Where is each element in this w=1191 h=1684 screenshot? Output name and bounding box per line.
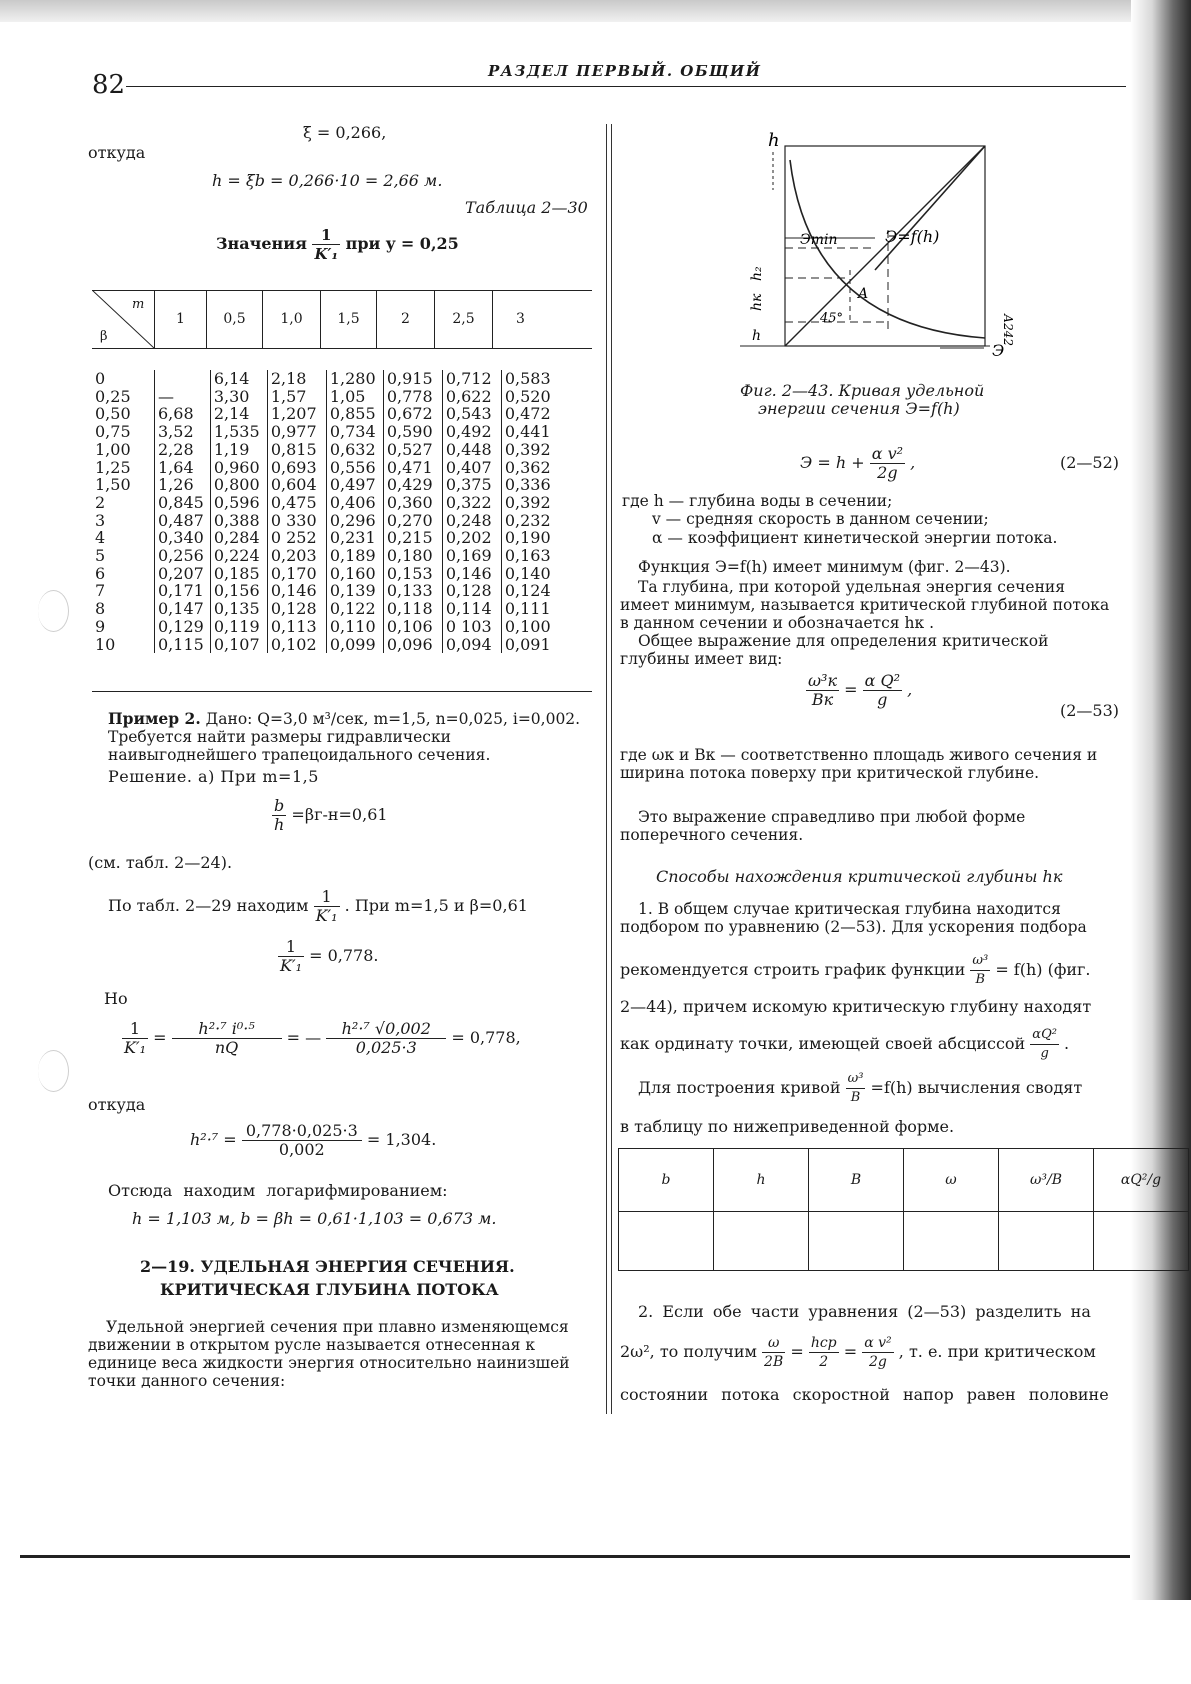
item2-line-a: 2. Если обе части уравнения (2—53) разделить на	[638, 1302, 1091, 1321]
solution-line: Решение. а) При m=1,5	[108, 767, 319, 786]
table-cell: 0,340	[155, 529, 211, 547]
function-minimum: Функция Э=f(h) имеет минимум (фиг. 2—43).	[638, 558, 1011, 576]
table-cell: 0,362	[501, 459, 558, 477]
fig-point-a: A	[858, 286, 869, 302]
table-cell: 0,224	[210, 547, 267, 565]
form-column-header: b	[619, 1149, 714, 1212]
row-label: 1,25	[95, 457, 131, 477]
table-cell: 0,977	[267, 423, 326, 441]
table-cell: 1,535	[210, 423, 267, 441]
table-cell: 0,231	[326, 529, 383, 547]
row-label: 1,00	[95, 439, 131, 459]
no-text: Но	[104, 989, 128, 1008]
table-cell: 0,475	[267, 494, 326, 512]
table-label: Таблица 2—30	[465, 198, 588, 217]
table-cell: 0,185	[210, 565, 267, 583]
table-row	[92, 388, 558, 406]
table-cell: 0,497	[326, 476, 383, 494]
table-cell: 0,169	[442, 547, 501, 565]
fig-curve-label: Э=f(h)	[885, 227, 940, 246]
values-table-body	[92, 370, 558, 653]
row-label: 4	[95, 528, 106, 548]
table-cell: 0,487	[155, 512, 211, 530]
form-empty-cell	[904, 1212, 999, 1271]
table-cell: 6,14	[210, 370, 267, 388]
fig-hk: hк	[749, 293, 765, 311]
table-cell: 0,163	[501, 547, 558, 565]
corner-beta: β	[100, 329, 108, 344]
critical-depth-paragraph: Та глубина, при которой удельная энергия сечения имеет минимум, называется критической глубиной потока в данном сечении и обозначается hк .	[620, 578, 1110, 632]
column-header: 1	[154, 290, 206, 348]
table-cell: 0,392	[501, 441, 558, 459]
fig-h2: h₂	[749, 266, 765, 281]
row-label: 0,75	[95, 422, 131, 442]
table-row	[92, 476, 558, 494]
table-row	[92, 405, 558, 423]
equation-number-2-53: (2—53)	[1060, 701, 1120, 720]
item1-line-f: в таблицу по нижеприведенной форме.	[620, 1117, 955, 1136]
table-cell: 0,207	[155, 565, 211, 583]
page-bottom-rule	[20, 1555, 1130, 1558]
valid-paragraph: Это выражение справедливо при любой форме поперечного сечения.	[620, 808, 1026, 844]
table-cell: 0,180	[383, 547, 442, 565]
form-empty-cell	[809, 1212, 904, 1271]
table-cell: 0 252	[267, 529, 326, 547]
scan-right-edge	[1131, 0, 1191, 1600]
where-v: v — средняя скорость в данном сечении;	[652, 510, 989, 528]
table-cell: —	[155, 388, 211, 406]
table-cell: 0,845	[155, 494, 211, 512]
table-cell: 0,133	[383, 582, 442, 600]
column-header: 1,5	[320, 290, 376, 348]
otkuda-text: откуда	[88, 143, 146, 162]
scan-top-edge	[0, 0, 1191, 22]
b-over-h-eq: $\frac{b}{h}$ =βг-н=0,61	[274, 796, 388, 834]
table-cell: 0,248	[442, 512, 501, 530]
see-table: (см. табл. 2—24).	[88, 853, 233, 872]
table-cell: 0,189	[326, 547, 383, 565]
table-cell: 3,52	[155, 423, 211, 441]
punch-hole	[38, 590, 69, 632]
methods-heading: Способы нахождения критической глубины hк	[656, 867, 1063, 886]
table-cell: 3,30	[210, 388, 267, 406]
table-cell: 0,360	[383, 494, 442, 512]
table-cell: 0 330	[267, 512, 326, 530]
section-paragraph: Удельной энергией сечения при плавно изменяющемся движении в открытом русле называется отнесенная к единице веса жидкости энергия относительно наинизшей точки данного сечения:	[88, 1318, 570, 1390]
table-cell: 0,583	[501, 370, 558, 388]
form-column-header: ω	[904, 1149, 999, 1212]
equation-2-53: $\frac{\text{ω³к}}{Bк}$ = $\frac{\text{α Q²}}{g}$ ,	[808, 671, 913, 709]
table-cell: 0,153	[383, 565, 442, 583]
table-row	[92, 441, 558, 459]
form-empty-cell	[714, 1212, 809, 1271]
eq-0778: $\frac{1}{\text{K′₁}}$ = 0,778.	[280, 937, 379, 975]
fig-stamp: А242	[1001, 314, 1015, 346]
table-cell: 0,147	[155, 600, 211, 618]
table-cell: 0,202	[442, 529, 501, 547]
item1-line-c: 2—44), причем искомую критическую глубину находят	[620, 997, 1092, 1016]
table-cell: 0,128	[267, 600, 326, 618]
table-cell: 0,492	[442, 423, 501, 441]
table-cell: 0,734	[326, 423, 383, 441]
row-label: 5	[95, 546, 106, 566]
table-cell: 0,596	[210, 494, 267, 512]
xi-equation: ξ = 0,266,	[303, 123, 387, 142]
table-row	[92, 370, 558, 388]
row-label: 3	[95, 510, 106, 530]
h-equation: h = ξb = 0,266·10 = 2,66 м.	[212, 171, 443, 190]
form-column-header: ω³/B	[999, 1149, 1094, 1212]
row-label: 10	[95, 634, 116, 654]
form-column-header: h	[714, 1149, 809, 1212]
table-cell: 0,129	[155, 618, 211, 636]
table-cell: 0,375	[442, 476, 501, 494]
item1-line-e: Для построения кривой $\frac{\text{ω³}}{B}$ =f(h) вычисления сводят	[638, 1071, 1083, 1105]
calculation-form-table	[618, 1148, 1189, 1271]
column-header: 3	[492, 290, 548, 348]
header-rule	[126, 86, 1126, 87]
table-row	[92, 494, 558, 512]
table-cell	[155, 370, 211, 388]
otsyuda-line: Отсюда находим логарифмированием:	[108, 1181, 448, 1200]
item2-line-b: 2ω², то получим $\frac{\omega}{2B}$ = $\frac{\text{hср}}{2}$ = $\frac{\text{α v²}}{2g}$ , т. е. при критическом	[620, 1335, 1096, 1370]
table-cell: 0,094	[442, 636, 501, 654]
table-cell: 0,855	[326, 405, 383, 423]
row-label: 0,25	[95, 386, 131, 406]
table-cell: 0,388	[210, 512, 267, 530]
row-label: 7	[95, 581, 106, 601]
result-line: h = 1,103 м, b = βh = 0,61·1,103 = 0,673 м.	[132, 1209, 497, 1228]
table-cell: 0,160	[326, 565, 383, 583]
form-empty-cell	[619, 1212, 714, 1271]
table-row	[92, 423, 558, 441]
fig-axis-h: h	[768, 130, 780, 151]
table-row	[92, 512, 558, 530]
table-cell: 6,68	[155, 405, 211, 423]
table-cell: 0,520	[501, 388, 558, 406]
punch-hole	[38, 1050, 69, 1092]
table-cell: 0,099	[326, 636, 383, 654]
table-cell: 0,170	[267, 565, 326, 583]
table-cell: 0,102	[267, 636, 326, 654]
table-row	[92, 600, 558, 618]
table-cell: 0,336	[501, 476, 558, 494]
running-title: РАЗДЕЛ ПЕРВЫЙ. ОБЩИЙ	[488, 62, 762, 80]
figure-energy-curve	[740, 130, 1030, 370]
table-row	[92, 618, 558, 636]
row-label: 0	[95, 369, 106, 388]
table-cell: 0,256	[155, 547, 211, 565]
table-cell: 0,296	[326, 512, 383, 530]
table-cell: 0,270	[383, 512, 442, 530]
row-label: 2	[95, 492, 106, 512]
otkuda-text-2: откуда	[88, 1095, 146, 1114]
row-label: 9	[95, 616, 106, 636]
where-h: где h — глубина воды в сечении;	[622, 492, 893, 510]
form-empty-cell	[1094, 1212, 1189, 1271]
table-cell: 0,113	[267, 618, 326, 636]
table-cell: 0,471	[383, 459, 442, 477]
table-cell: 0,960	[210, 459, 267, 477]
table-cell: 0,107	[210, 636, 267, 654]
item1-graph-line: рекомендуется строить график функции $\frac{\text{ω³}}{B}$ = f(h) (фиг.	[620, 953, 1091, 987]
table-cell: 2,18	[267, 370, 326, 388]
item2-line-c: состоянии потока скоростной напор равен половине	[620, 1385, 1109, 1404]
table-cell: 0,128	[442, 582, 501, 600]
table-cell: 0,124	[501, 582, 558, 600]
item1-line-d: как ординату точки, имеющей своей абсциссой $\frac{\text{αQ²}}{g}$ .	[620, 1027, 1070, 1061]
example-2: Пример 2. Дано: Q=3,0 м³/сек, m=1,5, n=0,025, i=0,002. Требуется найти размеры гидравлически наивыгоднейшего трапецоидального сечения.	[108, 709, 581, 764]
table-cell: 0,556	[326, 459, 383, 477]
where-alpha: α — коэффициент кинетической энергии потока.	[652, 529, 1058, 547]
table-cell: 0,590	[383, 423, 442, 441]
row-label: 6	[95, 563, 106, 583]
form-empty-cell	[999, 1212, 1094, 1271]
table-cell: 2,14	[210, 405, 267, 423]
table-cell: 0,604	[267, 476, 326, 494]
table-cell: 0,111	[501, 600, 558, 618]
table-cell: 0,632	[326, 441, 383, 459]
table-cell: 0,215	[383, 529, 442, 547]
table-cell: 0,091	[501, 636, 558, 654]
table-cell: 0,543	[442, 405, 501, 423]
fig-axis-e: Э	[992, 341, 1005, 360]
table-cell: 1,57	[267, 388, 326, 406]
table-cell: 0,190	[501, 529, 558, 547]
table-cell: 0,232	[501, 512, 558, 530]
h27-equation: h²·⁷ = $\frac{0,778\cdot 0,025\cdot 3}{0,002}$ = 1,304.	[190, 1121, 437, 1159]
form-column-header: B	[809, 1149, 904, 1212]
table-cell: 0,140	[501, 565, 558, 583]
figure-caption-2: энергии сечения Э=f(h)	[758, 399, 960, 418]
table-cell: 0,448	[442, 441, 501, 459]
table-cell: 0,110	[326, 618, 383, 636]
table-row	[92, 459, 558, 477]
column-divider	[611, 124, 612, 1414]
table-cell: 0,407	[442, 459, 501, 477]
table-cell: 0,119	[210, 618, 267, 636]
table-cell: 0 103	[442, 618, 501, 636]
form-column-header: αQ²/g	[1094, 1149, 1189, 1212]
table-cell: 0,915	[383, 370, 442, 388]
table-cell: 0,778	[383, 388, 442, 406]
table-cell: 0,156	[210, 582, 267, 600]
table-cell: 0,712	[442, 370, 501, 388]
table-cell: 0,139	[326, 582, 383, 600]
po-tabl-line: По табл. 2—29 находим $\frac{1}{\text{K′₁}}$ . При m=1,5 и β=0,61	[108, 887, 528, 925]
big-equation: $\frac{1}{\text{K′₁}}$ = $\frac{\text{h²·⁷ i⁰·⁵}}{nQ}$ = — $\frac{\text{h²·⁷ √0,002}}{0,025\cdot 3}$ = 0,778,	[124, 1019, 521, 1057]
section-title-1: 2—19. УДЕЛЬНАЯ ЭНЕРГИЯ СЕЧЕНИЯ.	[140, 1257, 515, 1276]
equation-2-52: Э = h + $\frac{\text{α v²}}{2g}$ ,	[800, 444, 916, 482]
table-cell: 1,26	[155, 476, 211, 494]
table-cell: 1,280	[326, 370, 383, 388]
corner-m: m	[132, 297, 145, 312]
table-cell: 0,106	[383, 618, 442, 636]
column-header: 1,0	[262, 290, 320, 348]
table-cell: 0,622	[442, 388, 501, 406]
table-cell: 0,672	[383, 405, 442, 423]
table-cell: 0,122	[326, 600, 383, 618]
table-cell: 1,05	[326, 388, 383, 406]
table-cell: 0,146	[267, 582, 326, 600]
table-cell: 0,472	[501, 405, 558, 423]
item1-paragraph: 1. В общем случае критическая глубина находится подбором по уравнению (2—53). Для ускорения подбора	[620, 900, 1087, 936]
fig-emin: Эmin	[800, 232, 838, 248]
table-cell: 0,284	[210, 529, 267, 547]
table-cell: 0,441	[501, 423, 558, 441]
section-title-2: КРИТИЧЕСКАЯ ГЛУБИНА ПОТОКА	[160, 1280, 499, 1299]
table-cell: 1,19	[210, 441, 267, 459]
column-divider	[606, 124, 607, 1414]
table-cell: 0,693	[267, 459, 326, 477]
table-cell: 0,406	[326, 494, 383, 512]
table-row	[92, 547, 558, 565]
table-cell: 2,28	[155, 441, 211, 459]
table-row	[92, 636, 558, 654]
table-cell: 0,100	[501, 618, 558, 636]
table-cell: 0,114	[442, 600, 501, 618]
table-cell: 0,392	[501, 494, 558, 512]
table-cell: 0,322	[442, 494, 501, 512]
table-cell: 1,64	[155, 459, 211, 477]
table-row	[92, 565, 558, 583]
table-row	[92, 529, 558, 547]
table-cell: 0,800	[210, 476, 267, 494]
fig-h1: h	[752, 328, 762, 344]
table-cell: 0,203	[267, 547, 326, 565]
table-cell: 0,171	[155, 582, 211, 600]
column-header: 2,5	[434, 290, 492, 348]
column-header: 2	[376, 290, 434, 348]
table-cell: 0,815	[267, 441, 326, 459]
fig-angle: 45°	[820, 311, 844, 326]
table-cell: 0,146	[442, 565, 501, 583]
table-title: Значения $\frac{1}{\text{K′₁}}$ при y = 0,25	[216, 226, 459, 263]
equation-number-2-52: (2—52)	[1060, 453, 1120, 472]
row-label: 8	[95, 599, 106, 619]
row-label: 1,50	[95, 475, 131, 495]
row-label: 0,50	[95, 404, 131, 424]
where-omega-b: где ωк и Bк — соответственно площадь живого сечения и ширина потока поверху при критической глубине.	[620, 746, 1098, 782]
page-number: 82	[92, 70, 126, 100]
table-row	[92, 582, 558, 600]
table-cell: 1,207	[267, 405, 326, 423]
table-cell: 0,115	[155, 636, 211, 654]
figure-caption-1: Фиг. 2—43. Кривая удельной	[740, 381, 985, 400]
table-cell: 0,429	[383, 476, 442, 494]
table-cell: 0,527	[383, 441, 442, 459]
table-cell: 0,118	[383, 600, 442, 618]
general-expression-paragraph: Общее выражение для определения критической глубины имеет вид:	[620, 632, 1049, 668]
table-cell: 0,096	[383, 636, 442, 654]
column-header: 0,5	[206, 290, 262, 348]
table-cell: 0,135	[210, 600, 267, 618]
